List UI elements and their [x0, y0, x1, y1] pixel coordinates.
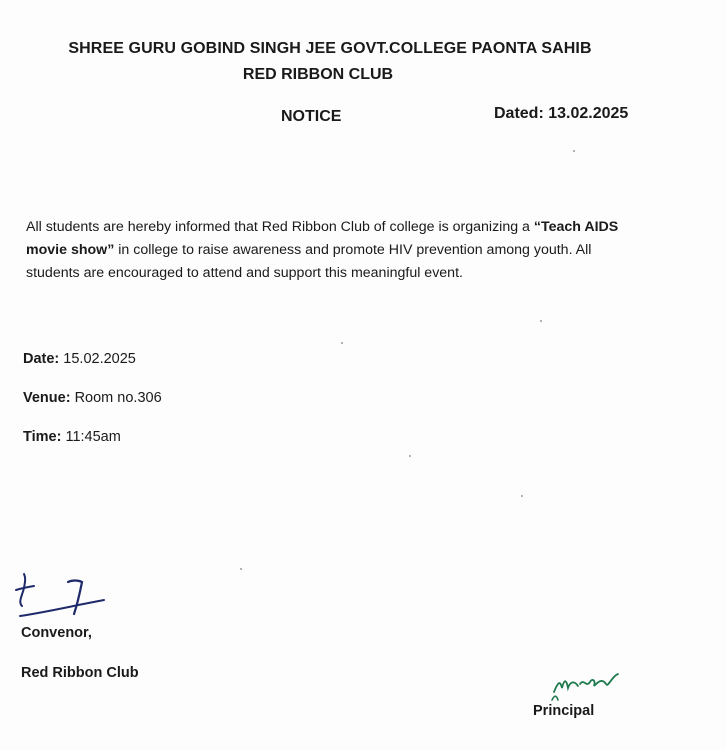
notice-date: Dated: 13.02.2025 — [494, 105, 629, 122]
paper-speck — [540, 320, 542, 322]
body-line-3: students are encouraged to attend and support this meaningful event. — [26, 265, 463, 281]
body-line-2 — [26, 239, 706, 262]
notice-heading: NOTICE — [281, 108, 342, 125]
convenor-club: Red Ribbon Club — [21, 665, 139, 681]
body-line-1-text: All students are hereby informed that Red Ribbon Club of college is organizing a — [26, 219, 534, 235]
paper-speck — [240, 568, 242, 570]
event-time — [23, 429, 121, 445]
principal-label: Principal — [533, 703, 595, 719]
paper-speck — [409, 455, 411, 457]
paper-speck — [521, 495, 523, 497]
event-title-part-2: movie show” — [26, 242, 115, 258]
convenor-label: Convenor, — [21, 625, 92, 641]
event-venue — [23, 390, 162, 406]
paper-speck — [341, 342, 343, 344]
notice-body — [26, 216, 706, 285]
event-venue-label: Venue: — [23, 390, 71, 406]
event-date-value: 15.02.2025 — [59, 351, 136, 367]
college-name: SHREE GURU GOBIND SINGH JEE GOVT.COLLEGE PAONTA SAHIB — [68, 40, 592, 57]
event-date-label: Date: — [23, 351, 60, 367]
convenor-signature — [12, 572, 112, 622]
paper-speck — [573, 150, 575, 152]
event-time-value: 11:45am — [61, 429, 121, 445]
event-venue-value: Room no.306 — [70, 390, 162, 406]
event-date — [23, 351, 136, 367]
event-title-part-1: “Teach AIDS — [533, 219, 619, 235]
event-time-label: Time: — [23, 429, 62, 445]
body-line-1 — [26, 216, 706, 239]
club-name: RED RIBBON CLUB — [242, 66, 394, 83]
body-line-2-text: in college to raise awareness and promote HIV prevention among youth. All — [114, 242, 592, 258]
